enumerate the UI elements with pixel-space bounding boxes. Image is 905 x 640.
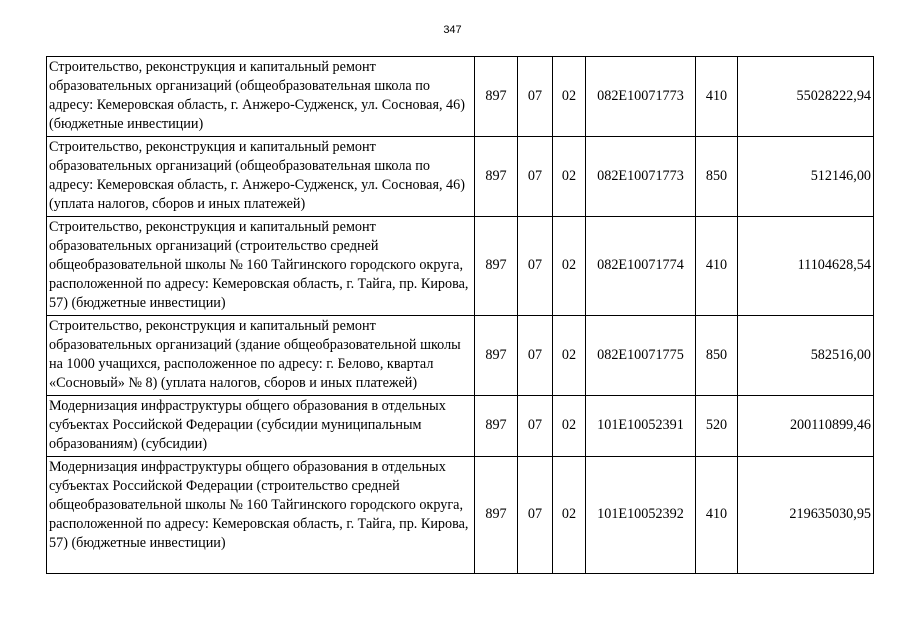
expense-description: Модернизация инфраструктуры общего образования в отдельных субъектах Российской Федерации (строительство средней общеобразовательной школы № 160 Тайгинского городского округа, расположенной по адресу: Кемеровская область, г. Тайга, пр. Кирова, 57) (бюджетные инвестиции) [47, 457, 475, 574]
table-row [47, 457, 874, 574]
expense-type-code: 850 [696, 316, 738, 396]
amount: 219635030,95 [738, 457, 874, 574]
target-article-code: 082Е10071773 [586, 57, 696, 137]
ministry-code: 897 [475, 137, 518, 217]
amount: 512146,00 [738, 137, 874, 217]
section-code: 07 [518, 316, 553, 396]
amount: 55028222,94 [738, 57, 874, 137]
expense-description: Строительство, реконструкция и капитальный ремонт образовательных организаций (строительство средней общеобразовательной школы № 160 Тайгинского городского округа, расположенной по адресу: Кемеровская область, г. Тайга, пр. Кирова, 57) (бюджетные инвестиции) [47, 217, 475, 316]
subsection-code: 02 [553, 457, 586, 574]
section-code: 07 [518, 57, 553, 137]
section-code: 07 [518, 457, 553, 574]
budget-table [46, 56, 874, 574]
table-row [47, 316, 874, 396]
expense-type-code: 850 [696, 137, 738, 217]
subsection-code: 02 [553, 396, 586, 457]
section-code: 07 [518, 396, 553, 457]
ministry-code: 897 [475, 457, 518, 574]
expense-type-code: 520 [696, 396, 738, 457]
target-article-code: 082Е10071774 [586, 217, 696, 316]
expense-description: Строительство, реконструкция и капитальный ремонт образовательных организаций (общеобразовательная школа по адресу: Кемеровская область, г. Анжеро-Судженск, ул. Сосновая, 46) (бюджетные инвестиции) [47, 57, 475, 137]
target-article-code: 082Е10071773 [586, 137, 696, 217]
ministry-code: 897 [475, 57, 518, 137]
section-code: 07 [518, 137, 553, 217]
expense-description: Строительство, реконструкция и капитальный ремонт образовательных организаций (общеобразовательная школа по адресу: Кемеровская область, г. Анжеро-Судженск, ул. Сосновая, 46) (уплата налогов, сборов и иных платежей) [47, 137, 475, 217]
subsection-code: 02 [553, 137, 586, 217]
ministry-code: 897 [475, 396, 518, 457]
subsection-code: 02 [553, 316, 586, 396]
page-number: 347 [443, 24, 462, 36]
table-row [47, 57, 874, 137]
amount: 582516,00 [738, 316, 874, 396]
amount: 11104628,54 [738, 217, 874, 316]
expense-description: Строительство, реконструкция и капитальный ремонт образовательных организаций (здание общеобразовательной школы на 1000 учащихся, расположенное по адресу: г. Белово, квартал «Сосновый» № 8) (уплата налогов, сборов и иных платежей) [47, 316, 475, 396]
target-article-code: 082Е10071775 [586, 316, 696, 396]
expense-type-code: 410 [696, 57, 738, 137]
table-row [47, 217, 874, 316]
table-row [47, 396, 874, 457]
section-code: 07 [518, 217, 553, 316]
subsection-code: 02 [553, 217, 586, 316]
ministry-code: 897 [475, 316, 518, 396]
subsection-code: 02 [553, 57, 586, 137]
expense-description: Модернизация инфраструктуры общего образования в отдельных субъектах Российской Федерации (субсидии муниципальным образованиям) (субсидии) [47, 396, 475, 457]
amount: 200110899,46 [738, 396, 874, 457]
expense-type-code: 410 [696, 457, 738, 574]
expense-type-code: 410 [696, 217, 738, 316]
ministry-code: 897 [475, 217, 518, 316]
target-article-code: 101Е10052392 [586, 457, 696, 574]
table-row [47, 137, 874, 217]
target-article-code: 101Е10052391 [586, 396, 696, 457]
